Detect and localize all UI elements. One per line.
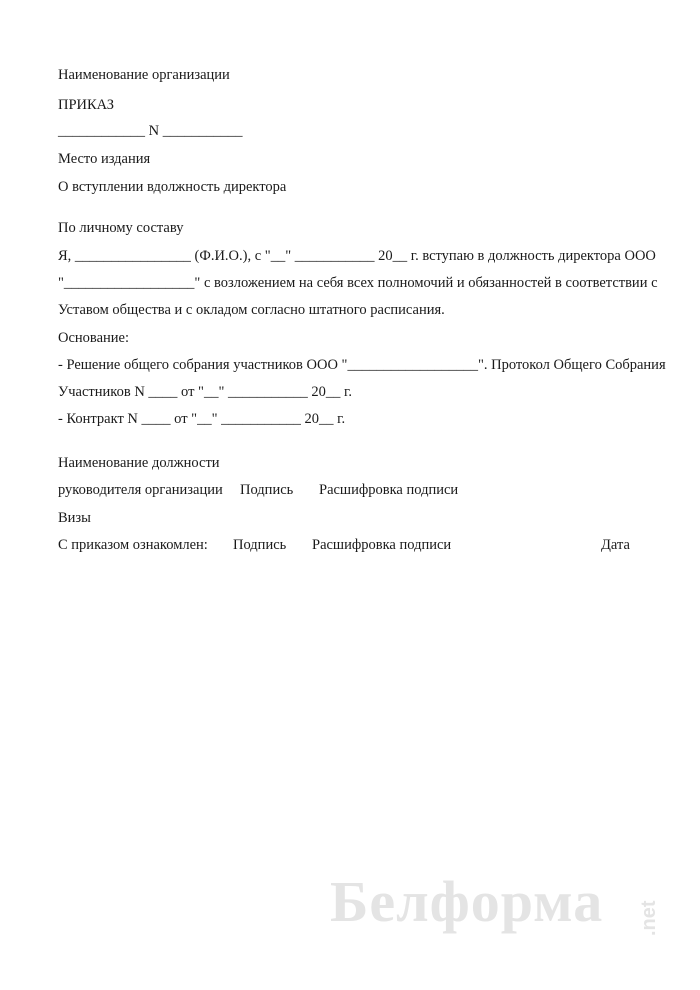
watermark-logo (330, 868, 670, 948)
position-title-line-2: руководителя организации (58, 482, 223, 498)
acquainted-label: С приказом ознакомлен: (58, 537, 208, 553)
position-title-line-1: Наименование должности (58, 455, 220, 471)
acquainted-decoding-label: Расшифровка подписи (312, 537, 452, 553)
signature-decoding-label: Расшифровка подписи (319, 482, 459, 498)
place-of-issue: Место издания (58, 151, 151, 167)
basis-line-2: Участников N ____ от "__" ___________ 20__ г. (58, 384, 352, 400)
watermark-domain: .net (638, 900, 660, 936)
body-line-2: "__________________" с возложением на себя всех полномочий и обязанностей в соответствии с (58, 275, 658, 291)
organization-name: Наименование организации (58, 67, 230, 83)
acquainted-signature-label: Подпись (233, 537, 287, 553)
body-line-3: Уставом общества и с окладом согласно штатного расписания. (58, 302, 445, 318)
date-label: Дата (601, 537, 630, 553)
signature-label: Подпись (240, 482, 294, 498)
basis-line-1: - Решение общего собрания участников ООО "__________________". Протокол Общего Собрания (58, 357, 666, 373)
order-subject: О вступлении вдолжность директора (58, 179, 287, 195)
basis-line-3: - Контракт N ____ от "__" ___________ 20__ г. (58, 411, 346, 427)
visas-label: Визы (58, 510, 91, 526)
body-line-1: Я, ________________ (Ф.И.О.), с "__" ___________ 20__ г. вступаю в должность директора ООО (58, 248, 656, 264)
order-number-line: ____________ N ___________ (58, 123, 243, 139)
watermark-text: Белформа (330, 869, 604, 934)
basis-label: Основание: (58, 330, 129, 346)
order-category: По личному составу (58, 220, 184, 236)
order-title: ПРИКАЗ (58, 97, 115, 113)
